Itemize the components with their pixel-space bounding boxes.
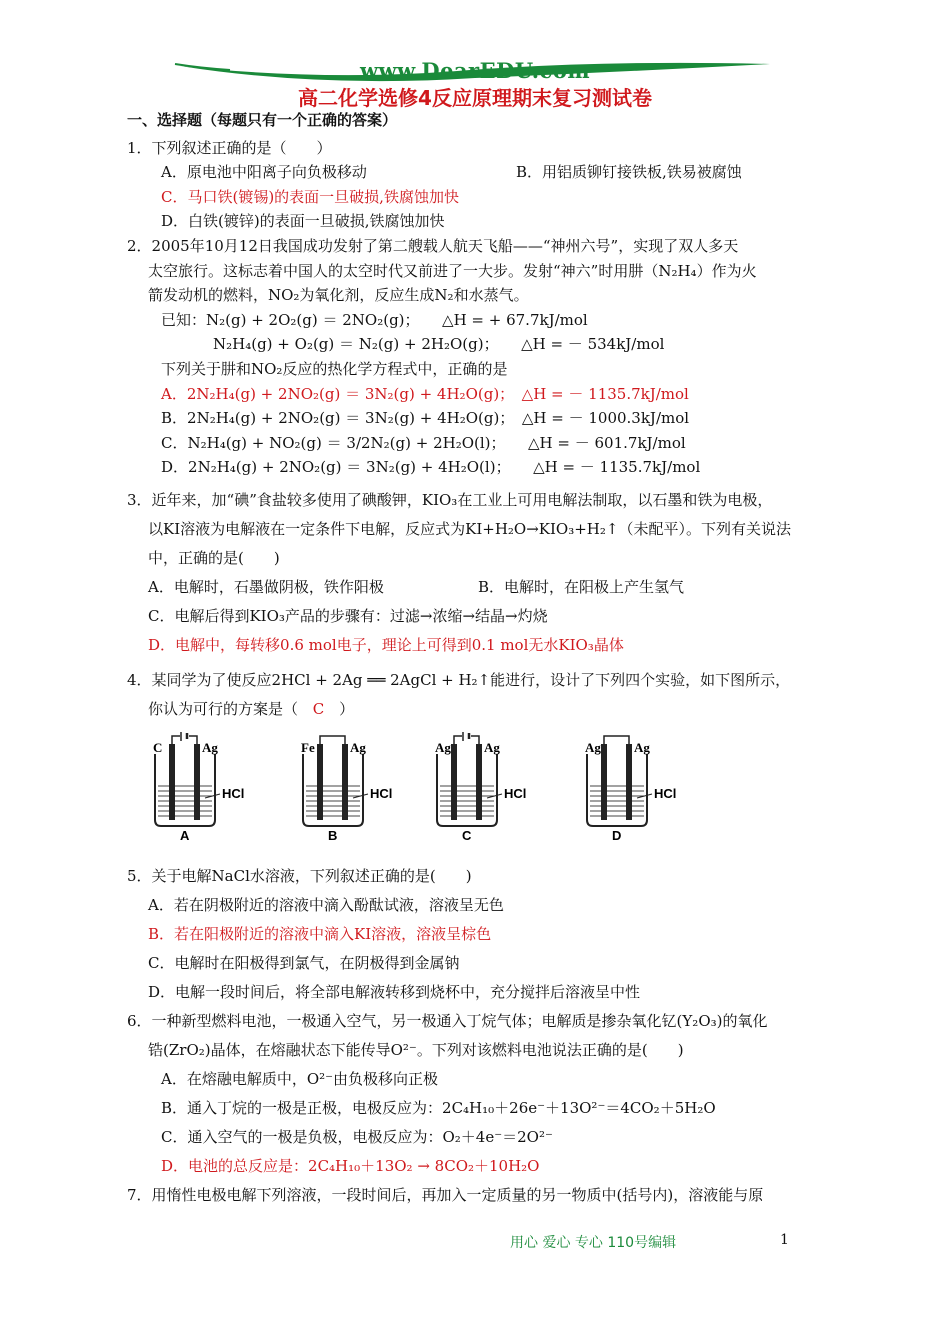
electrode-left-d	[601, 744, 607, 820]
solution-label: HCl	[370, 786, 393, 801]
electrode-right-a	[194, 744, 200, 820]
q1-option-c: C．马口铁(镀锡)的表面一旦破损,铁腐蚀加快	[161, 187, 459, 206]
q1-option-b: B．用铝质铆钉接铁板,铁易被腐蚀	[516, 163, 742, 182]
electrode-label-right: Ag	[484, 740, 500, 755]
q3-options-row	[127, 573, 827, 602]
beaker-a	[155, 754, 215, 826]
cell-label: D	[612, 828, 622, 842]
q4-answer: C	[312, 699, 325, 718]
q5-option-b: B．若在阳极附近的溶液中滴入KI溶液，溶液呈棕色	[148, 925, 492, 943]
q5-option-d: D．电解一段时间后，将全部电解液转移到烧杯中，充分搅拌后溶液呈中性	[148, 983, 641, 1001]
electrode-right-b	[342, 744, 348, 820]
q4-line-1: 4．某同学为了使反应2HCl + 2Ag ══ 2AgCl + H₂↑能进行，设计了下列四个实验，如下图所示，	[127, 670, 791, 689]
q4-prompt-close: ）	[339, 699, 355, 718]
document-body-lower	[127, 862, 827, 1210]
solution-label: HCl	[654, 786, 677, 801]
cell-c	[435, 732, 526, 842]
q2-option-c: C．N₂H₄(g) + NO₂(g) ＝ 3/2N₂(g) + 2H₂O(l)； △H = － 601.7kJ/mol	[161, 433, 686, 452]
solution-label: HCl	[222, 786, 245, 801]
q2-option-a: A．2N₂H₄(g) + 2NO₂(g) ＝ 3N₂(g) + 4H₂O(g)； △H = － 1135.7kJ/mol	[161, 384, 689, 403]
cell-label: A	[180, 828, 190, 842]
q3-option-b: B．电解时，在阳极上产生氢气	[478, 577, 685, 596]
q2-option-d: D．2N₂H₄(g) + 2NO₂(g) ＝ 3N₂(g) + 4H₂O(l)； △H = － 1135.7kJ/mol	[161, 458, 701, 477]
electrode-label-right: Ag	[350, 740, 366, 755]
q3-option-d: D．电解中，每转移0.6 mol电子，理论上可得到0.1 mol无水KIO₃晶体	[148, 635, 624, 654]
electrode-left-c	[451, 744, 457, 820]
q6-line-2: 锆(ZrO₂)晶体，在熔融状态下能传导O²⁻。下列对该燃料电池说法正确的是( )	[148, 1041, 684, 1059]
wire-d	[604, 736, 629, 744]
footer-note: 用心 爱心 专心 110号编辑	[510, 1235, 677, 1251]
q2-known-2: N₂H₄(g) + O₂(g) ＝ N₂(g) + 2H₂O(g)； △H = － 534kJ/mol	[213, 335, 665, 354]
q3-line-3: 中，正确的是( )	[148, 548, 280, 567]
q2-option-b: B．2N₂H₄(g) + 2NO₂(g) ＝ 3N₂(g) + 4H₂O(g)； △H = － 1000.3kJ/mol	[161, 409, 690, 428]
electrode-label-right: Ag	[202, 740, 218, 755]
cell-label: B	[328, 828, 338, 842]
q5-option-c: C．电解时在阳极得到氯气，在阴极得到金属钠	[148, 954, 460, 972]
q4-figure	[150, 732, 710, 842]
q3-line-1: 3．近年来，加“碘”食盐较多使用了碘酸钾，KIO₃在工业上可用电解法制取，以石墨和铁为电极，	[127, 490, 773, 509]
electrode-label-left: Ag	[435, 740, 451, 755]
q4-prompt: 你认为可行的方案是（	[148, 699, 299, 718]
cell-a	[153, 732, 244, 842]
cell-d	[585, 736, 676, 842]
q2-known-1: 已知：N₂(g) + 2O₂(g) ＝ 2NO₂(g)； △H = + 67.7kJ/mol	[161, 310, 588, 329]
electrode-left-a	[169, 744, 175, 820]
q6-option-c: C．通入空气的一极是负极，电极反应为：O₂＋4e⁻＝2O²⁻	[161, 1128, 553, 1146]
document-body	[127, 108, 827, 724]
q2-question: 下列关于肼和NO₂反应的热化学方程式中，正确的是	[161, 359, 508, 378]
q5-stem: 5．关于电解NaCl水溶液，下列叙述正确的是( )	[127, 867, 472, 885]
q6-option-d: D．电池的总反应是：2C₄H₁₀＋13O₂ → 8CO₂＋10H₂O	[161, 1157, 540, 1175]
q3-option-a: A．电解时，石墨做阴极，铁作阳极	[148, 577, 384, 596]
page-title: 高二化学选修4反应原理期末复习测试卷	[298, 86, 652, 110]
q6-line-1: 6．一种新型燃料电池，一极通入空气，另一极通入丁烷气体；电解质是掺杂氧化钇(Y₂O₃)的氧化	[127, 1012, 768, 1030]
electrode-right-d	[626, 744, 632, 820]
cell-label: C	[462, 828, 472, 842]
wire-b	[320, 736, 345, 744]
section-heading: 一、选择题（每题只有一个正确的答案）	[127, 111, 398, 129]
electrode-label-left: Fe	[301, 740, 315, 755]
electrode-right-c	[476, 744, 482, 820]
q1-option-d: D．白铁(镀锌)的表面一旦破损,铁腐蚀加快	[161, 212, 445, 231]
q3-line-2: 以KI溶液为电解液在一定条件下电解，反应式为KI+H₂O→KIO₃+H₂↑（未配平）。下列有关说法	[148, 519, 791, 538]
q7-line-1: 7．用惰性电极电解下列溶液，一段时间后，再加入一定质量的另一物质中(括号内)，溶液能与原	[127, 1186, 764, 1204]
page-number: 1	[780, 1232, 789, 1248]
q2-line-2: 太空旅行。这标志着中国人的太空时代又前进了一大步。发射“神六”时用肼（N₂H₄）作为火	[148, 261, 757, 280]
q1-stem: 1．下列叙述正确的是（ ）	[127, 138, 332, 157]
q4-line-2	[148, 695, 827, 724]
beaker-c	[437, 754, 497, 826]
q6-option-b: B．通入丁烷的一极是正极，电极反应为：2C₄H₁₀＋26e⁻＋13O²⁻＝4CO₂＋5H₂O	[161, 1099, 716, 1117]
beaker-d	[587, 754, 647, 826]
q2-line-1: 2．2005年10月12日我国成功发射了第二艘载人航天飞船——“神州六号”，实现了双人多天	[127, 236, 739, 255]
q6-option-a: A．在熔融电解质中，O²⁻由负极移向正极	[161, 1070, 439, 1088]
electrode-label-right: Ag	[634, 740, 650, 755]
q2-line-3: 箭发动机的燃料，NO₂为氧化剂，反应生成N₂和水蒸气。	[148, 286, 529, 305]
electrode-label-left: Ag	[585, 740, 601, 755]
electrode-label-left: C	[153, 740, 163, 755]
solution-label: HCl	[504, 786, 527, 801]
q1-option-a: A．原电池中阳离子向负极移动	[161, 163, 367, 182]
beaker-b	[303, 754, 363, 826]
site-name[interactable]: www.DearEDU.com	[359, 58, 591, 83]
q1-options-row	[127, 160, 827, 185]
q3-option-c: C．电解后得到KIO₃产品的步骤有：过滤→浓缩→结晶→灼烧	[148, 606, 548, 625]
cell-b	[301, 736, 392, 842]
electrode-left-b	[317, 744, 323, 820]
q5-option-a: A．若在阴极附近的溶液中滴入酚酞试液，溶液呈无色	[148, 896, 504, 914]
